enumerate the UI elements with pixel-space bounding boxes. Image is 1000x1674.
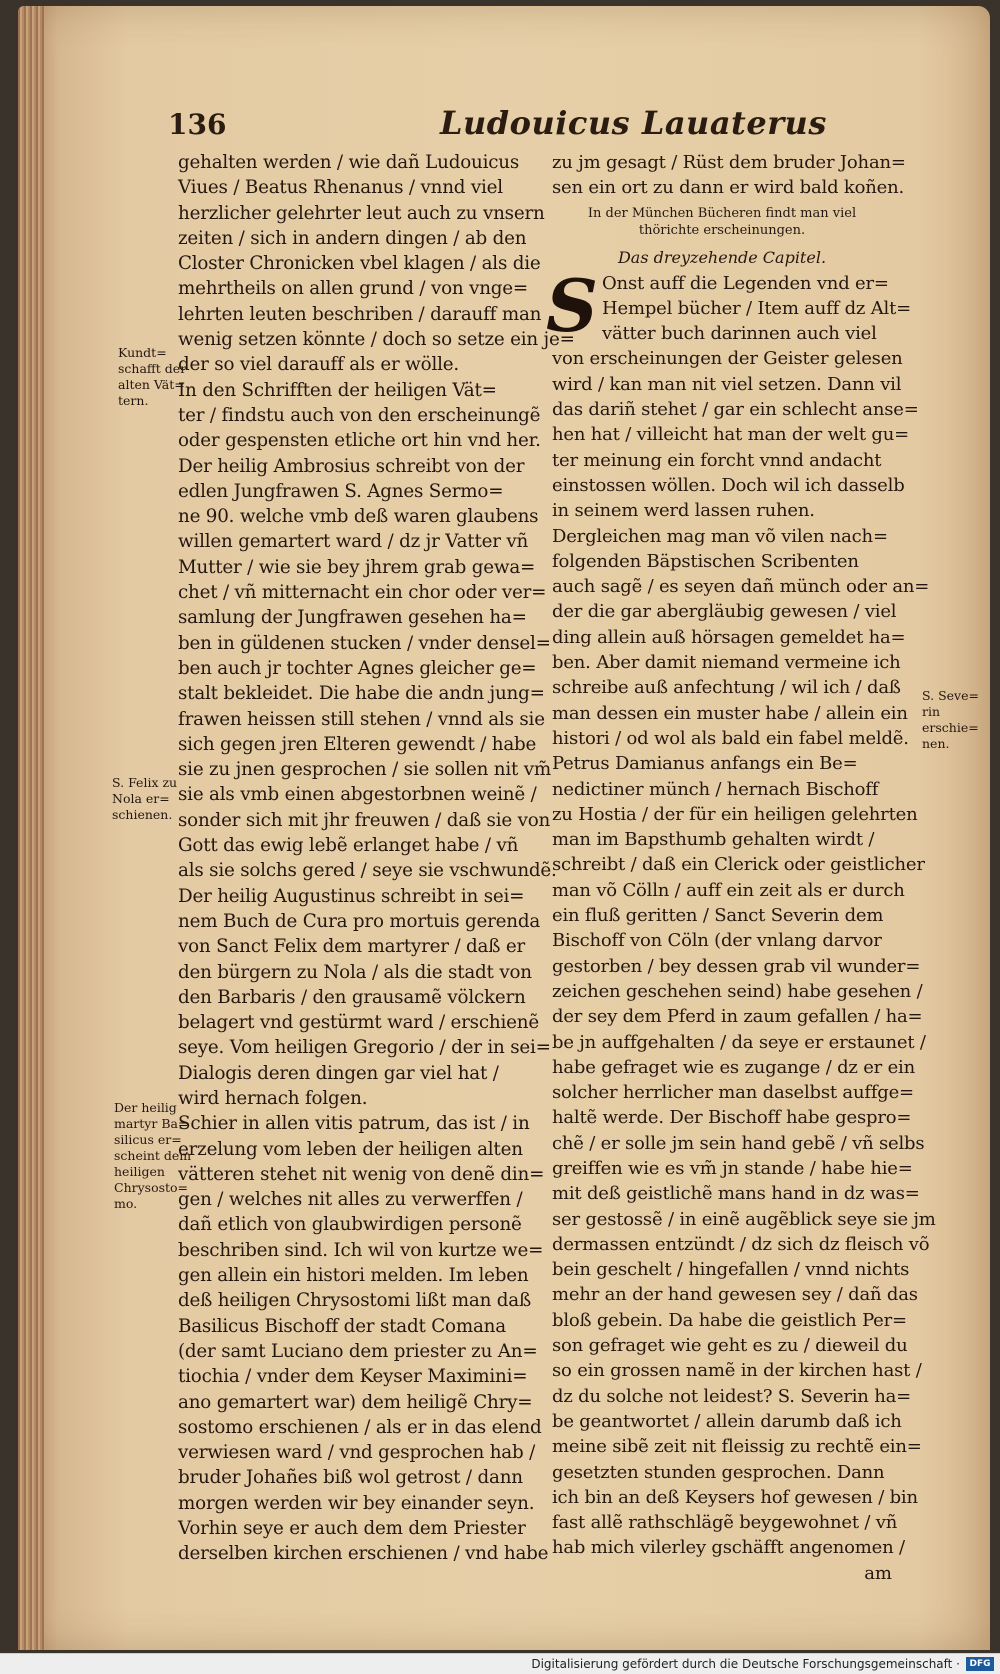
text-line: tiochia / vnder dem Keyser Maximini= bbox=[178, 1366, 528, 1388]
text-line: man võ Cölln / auff ein zeit als er durch bbox=[552, 879, 905, 901]
text-line: gestorben / bey dessen grab vil wunder= bbox=[552, 955, 921, 977]
text-line: edlen Jungfrawen S. Agnes Sermo= bbox=[178, 480, 504, 502]
text-line: ter meinung ein forcht vnnd andacht bbox=[552, 449, 882, 471]
marginal-note-line: Nola er= bbox=[112, 791, 170, 806]
text-line: stalt bekleidet. Die habe die andn jung= bbox=[178, 683, 545, 705]
text-line: folgenden Bäpstischen Scribenten bbox=[552, 550, 859, 572]
text-line: sich gegen jren Elteren gewendt / habe bbox=[178, 733, 537, 755]
text-line: der sey dem Pferd in zaum gefallen / ha= bbox=[552, 1006, 923, 1028]
dfg-logo: DFG bbox=[966, 1657, 994, 1671]
text-line: ben in güldenen stucken / vnder densel= bbox=[178, 632, 551, 654]
text-line: Schier in allen vitis patrum, das ist / in bbox=[178, 1113, 530, 1135]
text-line: beschriben sind. Ich wil von kurtze we= bbox=[178, 1239, 544, 1261]
text-line: ben auch jr tochter Agnes gleicher ge= bbox=[178, 657, 537, 679]
text-line: ben. Aber damit niemand vermeine ich bbox=[552, 652, 901, 674]
text-line: vätter buch darinnen auch viel bbox=[602, 323, 877, 345]
text-line: bloß gebein. Da habe die geistlich Per= bbox=[552, 1309, 907, 1331]
text-line: einstossen wöllen. Doch wil ich dasselb bbox=[552, 474, 905, 496]
text-line: mehrtheils on allen grund / von vnge= bbox=[178, 278, 529, 300]
text-line: chẽ / er solle jm sein hand gebẽ / vñ selbs bbox=[552, 1132, 925, 1154]
text-line: erzelung vom leben der heiligen alten bbox=[178, 1138, 523, 1160]
text-line: hab mich vilerley gschäfft angenomen / bbox=[552, 1537, 905, 1559]
text-line: Closter Chronicken vbel klagen / als die bbox=[178, 253, 541, 275]
text-line: haltẽ werde. Der Bischoff habe gespro= bbox=[552, 1107, 912, 1129]
text-line: belagert vnd gestürmt ward / erschienẽ bbox=[178, 1012, 539, 1034]
right-text-column bbox=[546, 150, 936, 1586]
marginal-note-line: rin erschie= bbox=[922, 704, 979, 735]
text-line: habe gefraget wie es zugange / dz er ein bbox=[552, 1056, 915, 1078]
marginal-note-line: S. Felix zu bbox=[112, 775, 178, 790]
text-line: bein geschelt / hingefallen / vnnd nichts bbox=[552, 1259, 910, 1281]
text-line: wird hernach folgen. bbox=[178, 1087, 368, 1109]
inline-note-line: thörichte erscheinungen. bbox=[638, 222, 806, 238]
text-line: samlung der Jungfrawen gesehen ha= bbox=[178, 607, 527, 629]
text-line: sonder sich mit jhr freuwen / daß sie von bbox=[178, 809, 551, 831]
text-line: zeichen geschehen seind) habe gesehen / bbox=[552, 980, 923, 1002]
marginal-note-basilicus bbox=[114, 1100, 191, 1212]
text-line: derselben kirchen erschienen / vnd habe bbox=[178, 1543, 549, 1565]
text-line: der so viel darauff als er wölle. bbox=[178, 354, 459, 376]
text-line: herzlicher gelehrter leut auch zu vnsern bbox=[178, 202, 545, 224]
text-line: sostomo erschienen / als er in das elend bbox=[178, 1416, 542, 1438]
text-line: zeiten / sich in andern dingen / ab den bbox=[178, 227, 527, 249]
inline-note-line: In der München Bücheren findt man viel bbox=[587, 205, 857, 221]
marginal-note-line: Kundt= bbox=[118, 345, 167, 360]
text-line: sen ein ort zu dann er wird bald koñen. bbox=[552, 177, 905, 199]
text-line: vätteren stehet nit wenig von denẽ din= bbox=[178, 1163, 545, 1185]
marginal-note-line: nen. bbox=[922, 736, 950, 751]
text-line: fast allẽ rathschlägẽ beygewohnet / vñ bbox=[552, 1512, 898, 1534]
text-line: solcher herrlicher man daselbst auffge= bbox=[552, 1082, 914, 1104]
marginal-note-line: tern. bbox=[118, 393, 149, 408]
text-line: der die gar abergläubig gewesen / viel bbox=[552, 601, 897, 623]
text-line: lehrten leuten beschriben / darauff man bbox=[178, 303, 542, 325]
text-line: Bischoff von Cöln (der vnlang darvor bbox=[552, 930, 882, 952]
text-line: greiffen wie es vm̃ jn stande / habe hie= bbox=[552, 1157, 913, 1179]
text-line: dermassen entzündt / dz sich dz fleisch võ bbox=[552, 1233, 930, 1255]
marginal-note-line: S. Seve= bbox=[922, 688, 979, 703]
text-line: Der heilig Augustinus schreibt in sei= bbox=[178, 885, 525, 907]
left-text-column bbox=[178, 150, 575, 1567]
drop-capital: S bbox=[546, 262, 598, 348]
marginal-note-line: alten Vät= bbox=[118, 377, 185, 392]
marginal-note-line: Chrysosto= bbox=[114, 1180, 189, 1195]
marginal-note-line: Der heilig bbox=[114, 1100, 177, 1115]
text-line: gen allein ein histori melden. Im leben bbox=[178, 1265, 529, 1287]
text-line: dz du solche not leidest? S. Severin ha= bbox=[552, 1385, 912, 1407]
text-line: seye. Vom heiligen Gregorio / der in sei= bbox=[178, 1037, 551, 1059]
text-line: Gott das ewig lebẽ erlanget habe / vñ bbox=[178, 835, 519, 857]
marginal-note-line: martyr Ba= bbox=[114, 1116, 189, 1131]
text-line: wird / kan man nit viel setzen. Dann vil bbox=[552, 373, 902, 395]
footer-credit: Digitalisierung gefördert durch die Deutsche Forschungsgemeinschaft · bbox=[531, 1657, 960, 1671]
text-line: willen gemartert ward / dz jr Vatter vñ bbox=[178, 531, 529, 553]
text-line: Viues / Beatus Rhenanus / vnnd viel bbox=[178, 177, 503, 199]
text-line: gen / welches nit alles zu verwerffen / bbox=[178, 1189, 523, 1211]
text-line: chet / vñ mitternacht ein chor oder ver= bbox=[178, 582, 547, 604]
text-line: in seinem werd lassen ruhen. bbox=[552, 500, 815, 522]
marginal-note-line: heiligen bbox=[114, 1164, 165, 1179]
text-line: zu jm gesagt / Rüst dem bruder Johan= bbox=[552, 152, 906, 173]
text-line: (der samt Luciano dem priester zu An= bbox=[178, 1340, 538, 1362]
text-line: morgen werden wir bey einander seyn. bbox=[178, 1492, 535, 1514]
text-line: oder gespensten etliche ort hin vnd her. bbox=[178, 430, 541, 452]
text-line: so ein grossen namẽ in der kirchen hast / bbox=[552, 1360, 922, 1382]
text-line: frawen heissen still stehen / vnnd als sie bbox=[178, 708, 545, 730]
page-number: 136 bbox=[168, 108, 227, 141]
text-line: von Sanct Felix dem martyrer / daß er bbox=[178, 936, 526, 958]
text-line: Vorhin seye er auch dem dem Priester bbox=[178, 1518, 526, 1540]
footer-bar bbox=[0, 1653, 1000, 1674]
text-line: Petrus Damianus anfangs ein Be= bbox=[552, 753, 858, 775]
text-line: be jn auffgehalten / da seye er erstaunet / bbox=[552, 1031, 926, 1053]
text-line: ich bin an deß Keysers hof gewesen / bin bbox=[552, 1486, 918, 1508]
text-line: Hempel bücher / Item auff dz Alt= bbox=[602, 297, 911, 319]
text-line: sie zu jnen gesprochen / sie sollen nit vm̃ bbox=[178, 759, 552, 781]
text-line: sie als vmb einen abgestorbnen weinẽ / bbox=[178, 784, 537, 806]
text-line: von erscheinungen der Geister gelesen bbox=[552, 348, 903, 370]
text-line: den Barbaris / den grausamẽ völckern bbox=[178, 986, 526, 1008]
marginal-note-severin bbox=[922, 688, 1000, 752]
text-line: schreibe auß anfechtung / wil ich / daß bbox=[552, 677, 901, 699]
text-line: nedictiner münch / hernach Bischoff bbox=[552, 778, 879, 800]
text-line: man dessen ein muster habe / allein ein bbox=[552, 702, 908, 724]
text-line: Dergleichen mag man võ vilen nach= bbox=[552, 525, 888, 547]
text-line: hen hat / villeicht hat man der welt gu= bbox=[552, 424, 909, 446]
text-line: verwiesen ward / vnd gesprochen hab / bbox=[178, 1442, 536, 1464]
marginal-note-line: schafft der bbox=[118, 361, 187, 376]
text-line: gehalten werden / wie dañ Ludouicus bbox=[178, 152, 520, 173]
text-line: dañ etlich von glaubwirdigen personẽ bbox=[178, 1214, 522, 1236]
page-edge bbox=[18, 6, 44, 1650]
text-line: Onst auff die Legenden vnd er= bbox=[602, 272, 889, 294]
text-line: ser gestossẽ / in einẽ augẽblick seye sie jm bbox=[552, 1208, 936, 1230]
text-line: den bürgern zu Nola / als die stadt von bbox=[178, 961, 532, 983]
text-line: das dariñ stehet / gar ein schlecht anse= bbox=[552, 399, 919, 421]
text-line: meine sibẽ zeit nit fleissig zu rechtẽ ein= bbox=[552, 1436, 922, 1458]
text-line: ding allein auß hörsagen gemeldet ha= bbox=[552, 626, 906, 648]
catchword: am bbox=[864, 1562, 892, 1584]
text-line: nem Buch de Cura pro mortuis gerenda bbox=[178, 910, 541, 932]
text-line: zu Hostia / der für ein heiligen gelehrten bbox=[552, 803, 918, 825]
text-line: histori / od wol als bald ein fabel meldẽ. bbox=[552, 727, 909, 749]
text-line: son gefraget wie geht es zu / dieweil du bbox=[552, 1335, 908, 1357]
text-line: ne 90. welche vmb deß waren glaubens bbox=[178, 506, 539, 528]
text-line: ano gemartert war) dem heiligẽ Chry= bbox=[178, 1391, 533, 1413]
running-head: Ludouicus Lauaterus bbox=[440, 104, 827, 142]
text-line: schreibt / daß ein Clerick oder geistlicher bbox=[552, 854, 925, 876]
marginal-note-kundtschafft bbox=[118, 345, 186, 409]
marginal-note-line: silicus er= bbox=[114, 1132, 182, 1147]
text-line: mit deß geistlichẽ mans hand in dz was= bbox=[552, 1183, 920, 1205]
text-line: bruder Johañes biß wol getrost / dann bbox=[178, 1467, 523, 1489]
marginal-note-line: schienen. bbox=[112, 807, 173, 822]
text-line: ein fluß geritten / Sanct Severin dem bbox=[552, 905, 884, 927]
text-line: man im Bapsthumb gehalten wirdt / bbox=[552, 829, 875, 851]
text-line: auch sagẽ / es seyen dañ münch oder an= bbox=[552, 576, 930, 598]
text-line: mehr an der hand gewesen sey / dañ das bbox=[552, 1284, 918, 1306]
marginal-note-line: scheint dem bbox=[114, 1148, 192, 1163]
text-line: Basilicus Bischoff der stadt Comana bbox=[178, 1315, 506, 1337]
text-line: als sie solchs gered / seye sie vschwundẽ. bbox=[178, 860, 557, 882]
text-line: deß heiligen Chrysostomi lißt man daß bbox=[178, 1290, 532, 1312]
text-line: In den Schrifften der heiligen Vät= bbox=[178, 379, 497, 401]
text-line: gesetzten stunden gesprochen. Dann bbox=[552, 1461, 885, 1483]
text-line: Der heilig Ambrosius schreibt von der bbox=[178, 455, 525, 477]
marginal-note-line: mo. bbox=[114, 1196, 138, 1211]
text-line: Dialogis deren dingen gar viel hat / bbox=[178, 1062, 499, 1084]
text-line: be geantwortet / allein darumb daß ich bbox=[552, 1410, 902, 1432]
text-line: wenig setzen könnte / doch so setze ein je= bbox=[178, 329, 575, 351]
text-line: ter / findstu auch von den erscheinungẽ bbox=[178, 404, 541, 426]
marginal-note-felix bbox=[112, 775, 177, 823]
text-line: Mutter / wie sie bey jhrem grab gewa= bbox=[178, 556, 536, 578]
chapter-heading: Das dreyzehende Capitel. bbox=[617, 247, 827, 267]
